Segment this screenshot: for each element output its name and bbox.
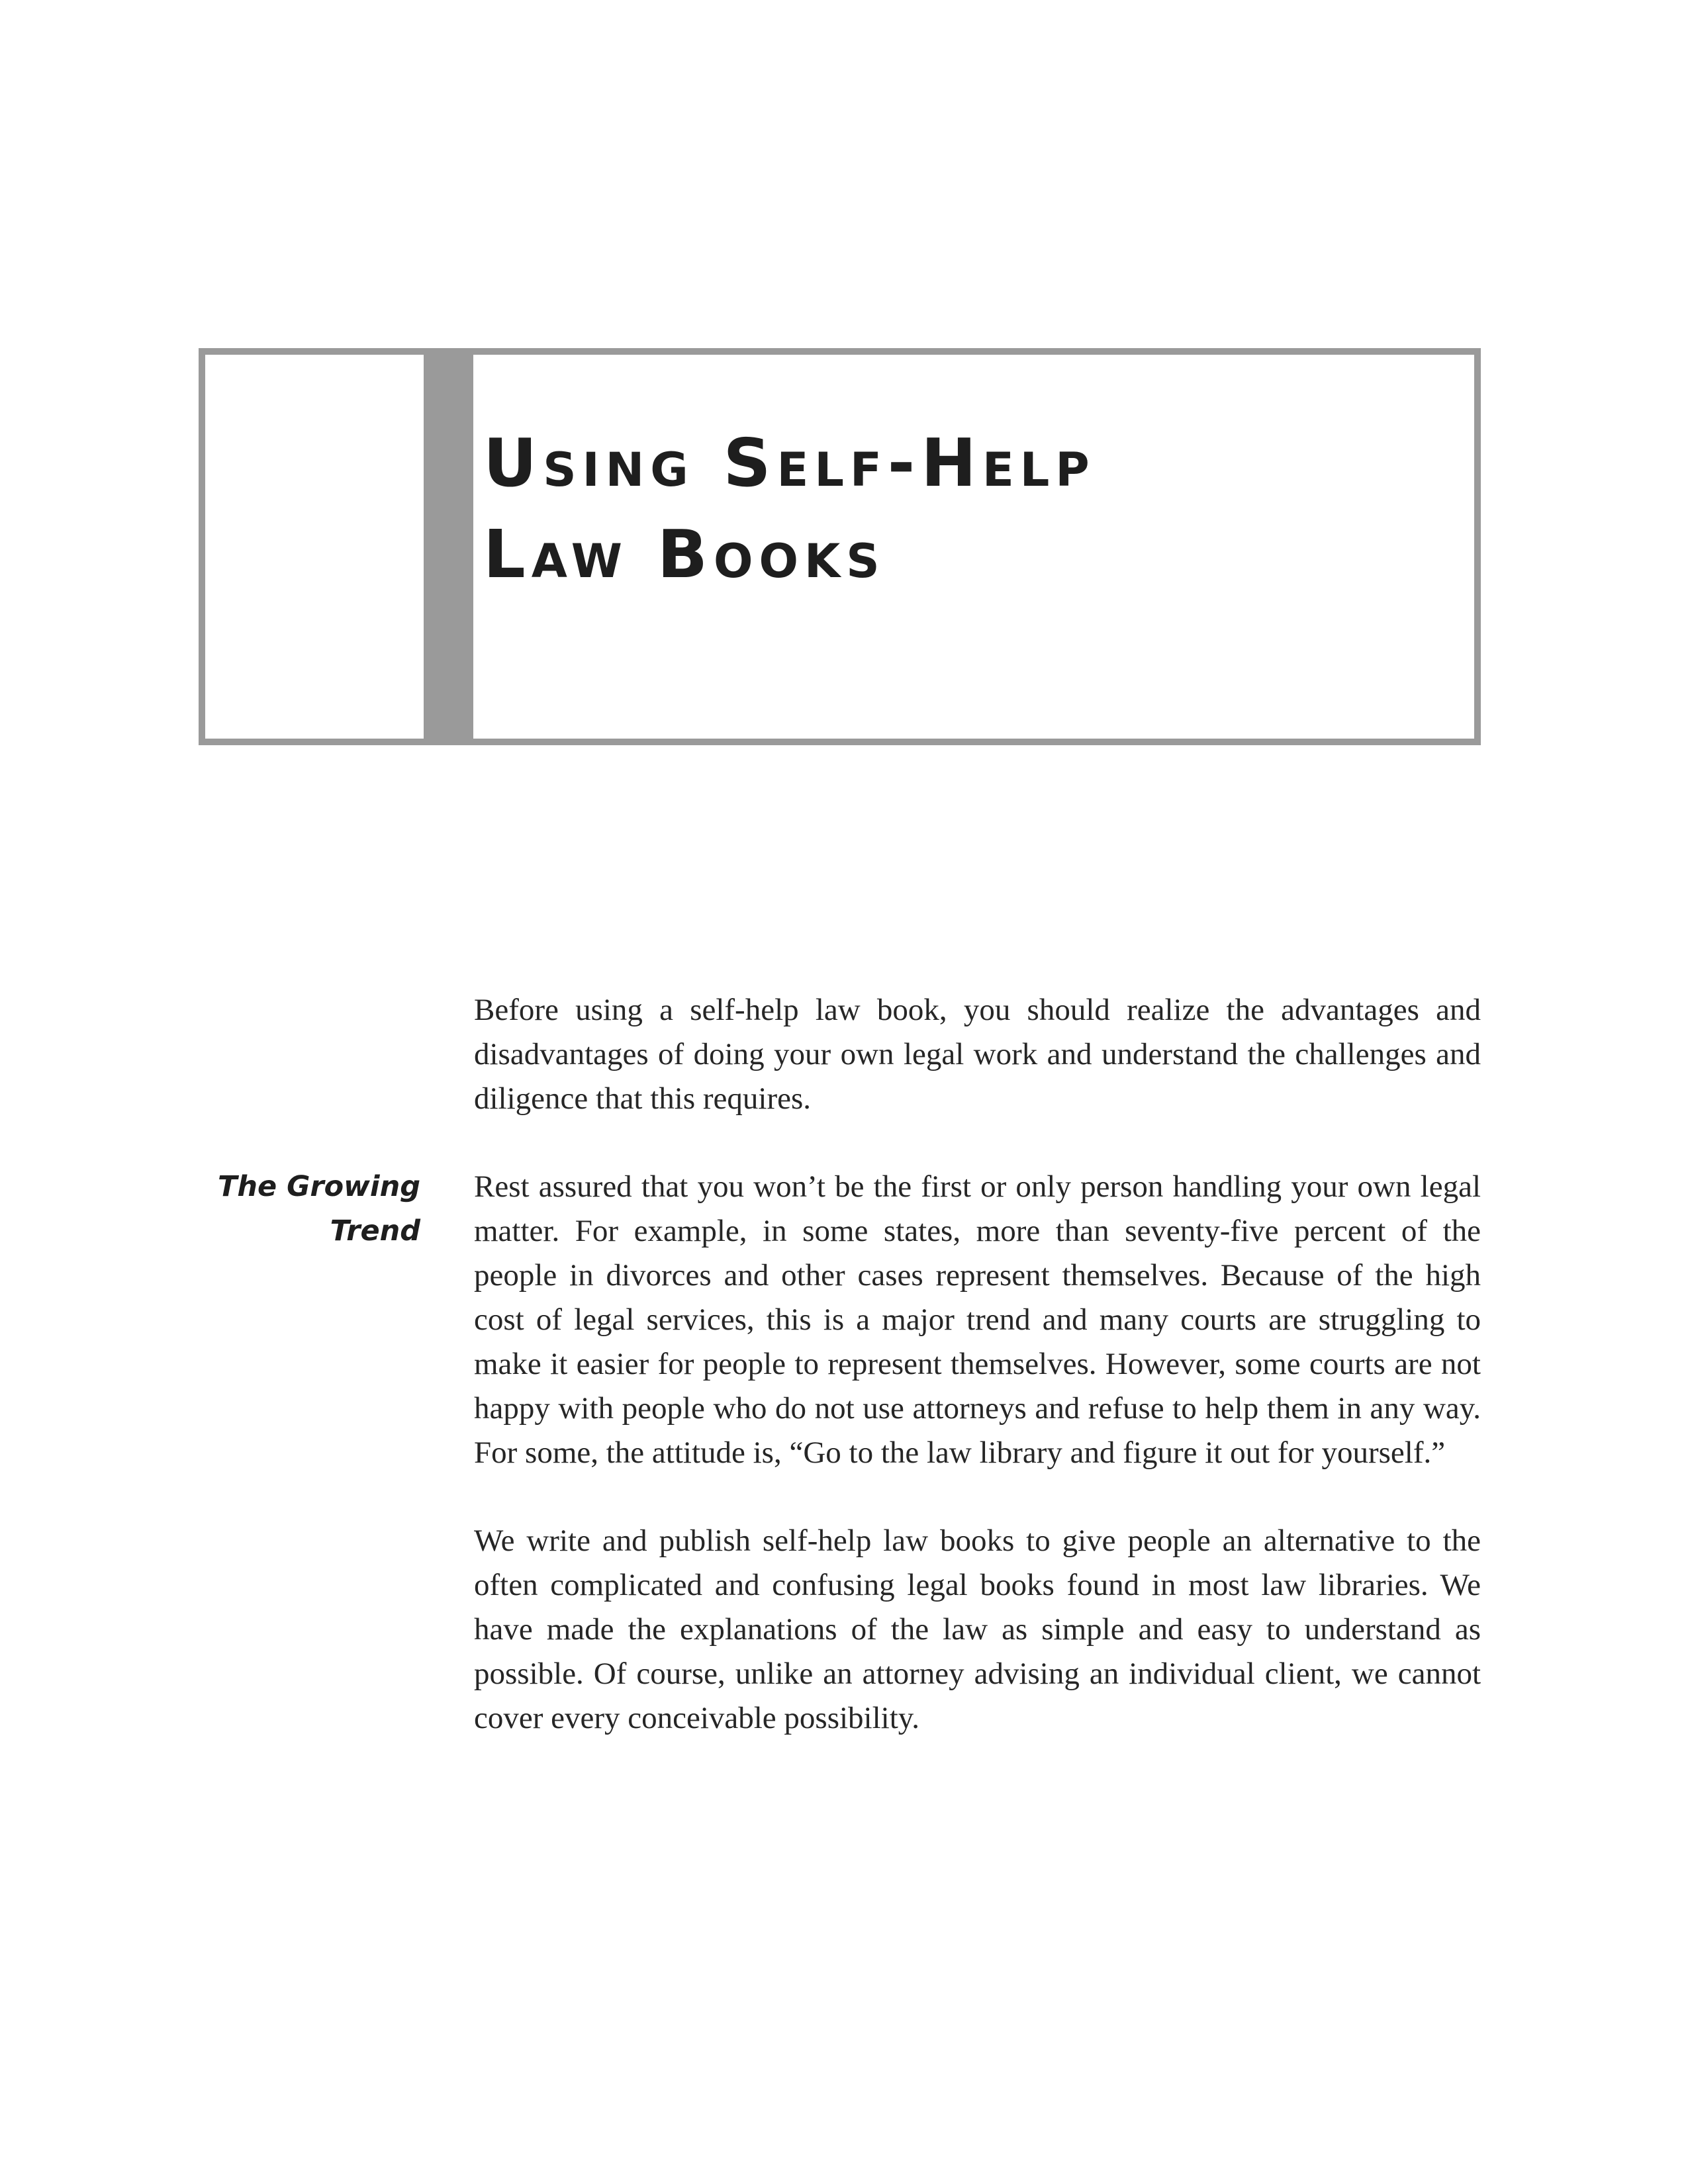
chapter-title (483, 418, 1096, 600)
chapter-accent-bar (424, 355, 473, 739)
side-heading (199, 1165, 420, 1253)
chapter-title-box (199, 348, 1481, 745)
side-heading-line-2: Trend (330, 1214, 420, 1248)
chapter-title-line-2: Law Books (483, 516, 886, 593)
side-heading-line-1: The Growing (218, 1170, 420, 1203)
chapter-title-line-1: Using Self-Help (483, 424, 1096, 502)
growing-trend-paragraph: Rest assured that you won’t be the first or only person handling your own legal matter. For example, in some states, more than seventy-five percent of the people in divorces and other cases represent themselves. Because of the high cost of legal services, this is a major trend and many courts are struggling to make it easier for people to represent themselves. However, some courts are not happy with people who do not use attorneys and refuse to help them in any way. For some, the attitude is, “Go to the law library and figure it out for yourself.” (474, 1169, 1481, 1470)
self-help-books-paragraph: We write and publish self-help law books to give people an alternative to the often complicated and confusing legal books found in most law libraries. We have made the explanations of the law as simple and easy to understand as possible. Of course, unlike an attorney advising an individual client, we cannot cover every conceivable possibility. (474, 1524, 1481, 1735)
intro-paragraph: Before using a self-help law book, you should realize the advantages and disadvantages of doing your own legal work and understand the challenges and diligence that this requires. (474, 993, 1481, 1116)
